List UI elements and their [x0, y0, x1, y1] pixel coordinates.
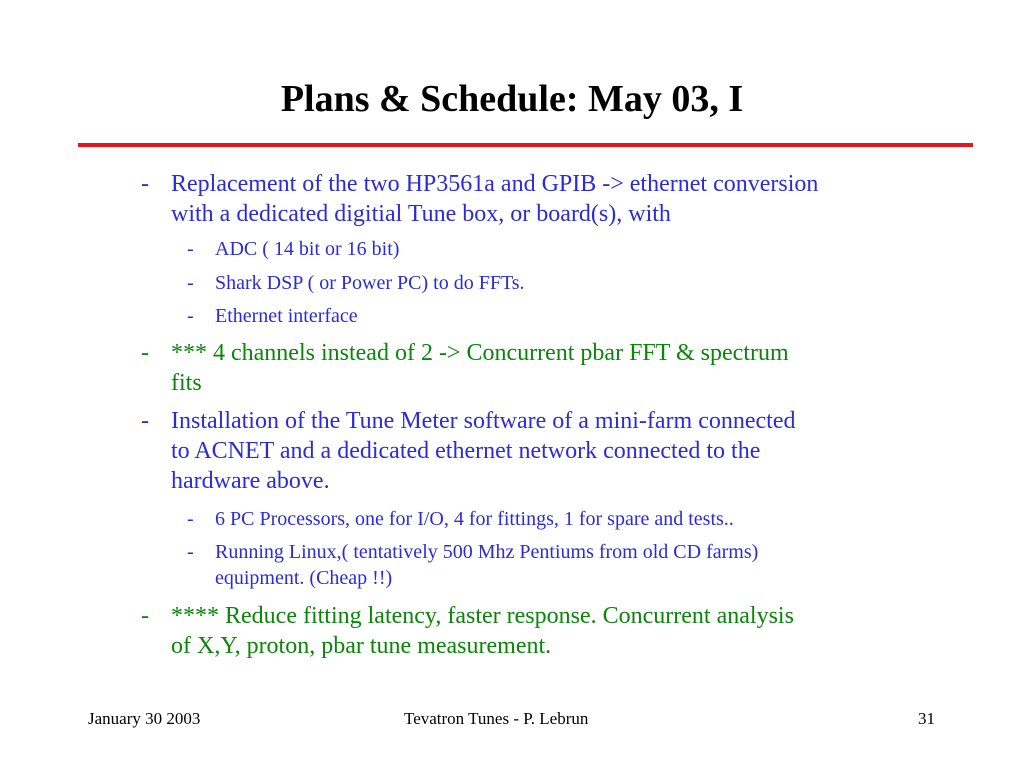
bullet-line: equipment. (Cheap !!) — [215, 567, 393, 589]
slide-title: Plans & Schedule: May 03, I — [280, 78, 744, 120]
footer-date: January 30 2003 — [88, 709, 201, 728]
bullet-line: Replacement of the two HP3561a and GPIB -> ethernet conversion — [171, 171, 819, 197]
bullet-marker: - — [187, 541, 194, 563]
bullet-marker: - — [187, 508, 194, 530]
bullet-marker: - — [187, 238, 194, 260]
footer-title: Tevatron Tunes - P. Lebrun — [404, 709, 589, 728]
bullet-line: 6 PC Processors, one for I/O, 4 for fittings, 1 for spare and tests.. — [215, 508, 734, 530]
bullet-marker: - — [187, 305, 194, 327]
bullet-line: fits — [171, 370, 202, 396]
bullet-line: hardware above. — [171, 468, 330, 494]
bullet-line: **** Reduce fitting latency, faster response. Concurrent analysis — [171, 603, 794, 629]
bullet-line: Ethernet interface — [215, 305, 358, 327]
bullet-line: ADC ( 14 bit or 16 bit) — [215, 238, 400, 260]
bullet-marker: - — [141, 408, 149, 434]
bullet-line: Running Linux,( tentatively 500 Mhz Pentiums from old CD farms) — [215, 541, 759, 563]
bullet-marker: - — [187, 272, 194, 294]
footer-page-number: 31 — [918, 709, 935, 728]
bullet-line: to ACNET and a dedicated ethernet network connected to the — [171, 438, 761, 464]
bullet-line: of X,Y, proton, pbar tune measurement. — [171, 633, 552, 659]
bullet-line: Installation of the Tune Meter software of a mini-farm connected — [171, 408, 796, 434]
bullet-line: with a dedicated digitial Tune box, or board(s), with — [171, 201, 671, 227]
bullet-line: *** 4 channels instead of 2 -> Concurrent pbar FFT & spectrum — [171, 340, 789, 366]
bullet-marker: - — [141, 603, 149, 629]
bullet-line: Shark DSP ( or Power PC) to do FFTs. — [215, 272, 525, 294]
bullet-marker: - — [141, 171, 149, 197]
bullet-marker: - — [141, 340, 149, 366]
